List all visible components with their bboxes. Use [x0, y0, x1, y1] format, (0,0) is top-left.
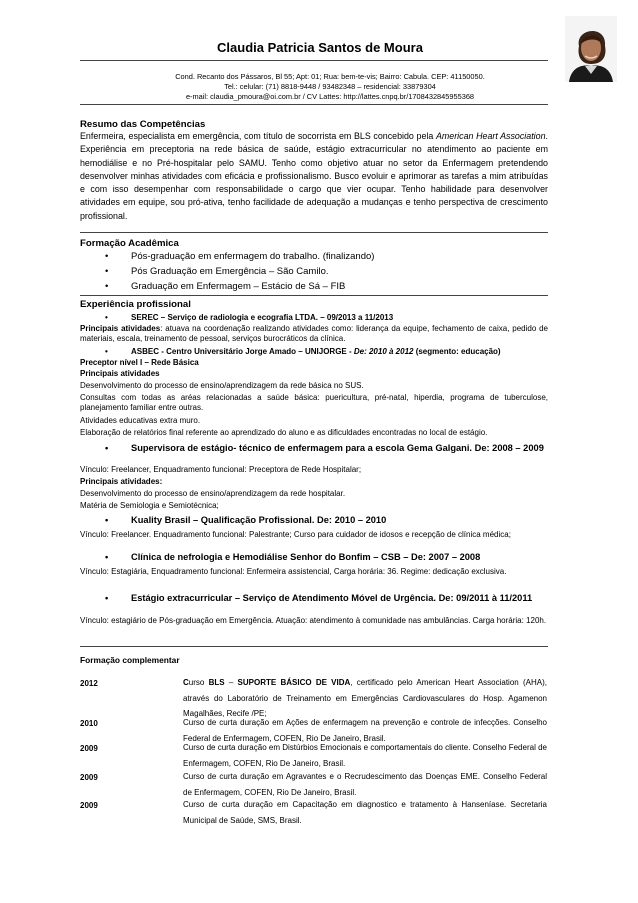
course-year: 2009 [80, 801, 98, 810]
bullet-icon: • [105, 347, 108, 356]
job-asbec-title [105, 347, 501, 356]
course-description: Curso de curta duração em Distúrbios Emocionais e comportamentais do cliente. Conselho Federal de Enfermagem, COFEN, Rio De Janeiro, Brasil. [183, 743, 547, 768]
activity-line: Atividades educativas extra muro. [80, 416, 201, 425]
formacao-item [105, 266, 329, 277]
section-title-complementar: Formação complementar [80, 655, 180, 665]
serec-label: Principais atividades [80, 324, 161, 333]
kuality-title-text: Kuality Brasil – Qualificação Profissional. De: 2010 – 2010 [131, 515, 387, 525]
formacao-item-text: Pós Graduação em Emergência – São Camilo. [131, 266, 329, 277]
bullet-icon: • [105, 266, 109, 277]
principais-atividades-label: Principais atividades [80, 369, 160, 378]
bullet-icon: • [105, 313, 108, 322]
bullet-icon: • [105, 552, 109, 562]
gema-title-text: Supervisora de estágio- técnico de enfermagem para a escola Gema Galgani. De: 2008 – 2009 [131, 443, 544, 453]
course-text-part: BLS [208, 678, 225, 687]
header-divider [80, 60, 548, 61]
formacao-item-text: Graduação em Enfermagem – Estácio de Sá – FIB [131, 281, 346, 292]
course-text-part: urso [188, 678, 209, 687]
preceptor-title: Preceptor nível I – Rede Básica [80, 358, 199, 367]
course-text-part: C [183, 678, 189, 687]
activity-line: Desenvolvimento do processo de ensino/aprendizagem da rede básica no SUS. [80, 381, 364, 390]
activity-line: Elaboração de relatórios final referente ao aprendizado do aluno e as dificuldades encontradas no local de estágio. [80, 428, 488, 437]
course-year: 2010 [80, 719, 98, 728]
job-serec-title [105, 313, 394, 322]
course-year: 2012 [80, 679, 98, 688]
section-divider [80, 295, 548, 296]
header-divider-bottom [80, 104, 548, 105]
email-line: e-mail: claudia_pmoura@oi.com.br / CV Lattes: http://lattes.cnpq.br/1708432845955368 [185, 92, 475, 101]
bullet-icon: • [105, 281, 109, 292]
job-serec-title-text: SEREC – Serviço de radiologia e ecografia LTDA. – 09/2013 a 11/2013 [131, 313, 394, 322]
job-gema-title [105, 442, 547, 454]
asbec-dates: De: 2010 à 2012 [353, 347, 414, 356]
bullet-icon: • [105, 443, 109, 453]
job-samu-title [105, 592, 547, 604]
formacao-item-text: Pós-graduação em enfermagem do trabalho. (finalizando) [131, 251, 375, 262]
resumo-text-1: Enfermeira, especialista em emergência, com título de socorrista em BLS concebido pela [80, 131, 436, 141]
gema-principais-label: Principais atividades: [80, 477, 163, 486]
clinica-description: Vínculo: Estagiária, Enquadramento funcional: Enfermeira assistencial, Carga horária: 36. Regime: dedicação exclusiva. [80, 567, 507, 576]
activity-line: Matéria de Semiologia e Semiotécnica; [80, 501, 219, 510]
samu-title-text: Estágio extracurricular – Serviço de Atendimento Móvel de Urgência. De: 09/2011 à 11/2011 [131, 593, 533, 603]
course-text-part: , certificado pelo American Heart Association (AHA), através do Laboratório de Treinamento em Emergências Cardiovasculares do Hosp. Agamenon Magalhães, Recife /PE; [183, 678, 547, 718]
samu-description: Vínculo: estagiário de Pós-graduação em Emergência. Atuação: atendimento à comunidade nas ambulâncias. Carga horária: 120h. [80, 616, 547, 625]
course-description: Curso de curta duração em Agravantes e o Recrudescimento das Doenças EME. Conselho Federal de Enfermagem, COFEN, Rio De Janeiro, Brasil. [183, 772, 547, 797]
kuality-description: Vínculo: Freelancer. Enquadramento funcional: Palestrante; Curso para cuidador de idosos e recepção de clínica médica; [80, 530, 511, 539]
course-year: 2009 [80, 744, 98, 753]
formacao-item [105, 281, 346, 292]
bullet-icon: • [105, 515, 109, 525]
bullet-icon: • [105, 593, 109, 603]
asbec-title-text: ASBEC - Centro Universitário Jorge Amado – UNIJORGE - [131, 347, 354, 356]
asbec-segment: (segmento: educação) [413, 347, 501, 356]
activity-line: Consultas com todas as aréas relacionadas a saúde básica: puericultura, pré-natal, hiperdia, programa de tuberculose, planejamento familiar entre outras. [80, 393, 548, 413]
resumo-text-2: . Experiência em preceptoria na rede básica de saúde, estágio extracurricular no atendimento ao paciente em hemodiálise e no Pré-hospitalar pelo SAMU. Tenho como objetivo atuar no setor da Enfermagem pretendendo desenvolver minhas atividades com eficácia e profissionalismo. Busco evoluir e aprimorar as tarefas a mim atribuídas e com isso desempenhar com responsabilidade o cargo que vier ocupar. Tenho habilidade para desenvolver atividades em equipe, sou pró-ativa, tenho facilidade de adequação a mudanças e tenho perspectiva de crescimento profissional. [80, 131, 548, 221]
clinica-title-text: Clínica de nefrologia e Hemodiálise Senhor do Bonfim – CSB – De: 2007 – 2008 [131, 552, 481, 562]
portrait-image [565, 16, 617, 82]
section-divider [80, 646, 548, 647]
activity-line: Desenvolvimento do processo de ensino/aprendizagem da rede hospitalar. [80, 489, 346, 498]
gema-vinculo: Vínculo: Freelancer, Enquadramento funcional: Preceptora de Rede Hospitalar; [80, 465, 362, 474]
resumo-paragraph [80, 130, 548, 223]
course-year: 2009 [80, 773, 98, 782]
course-text-part: – [224, 678, 238, 687]
address-line: Cond. Recanto dos Pássaros, Bl 55; Apt: 01; Rua: bem-te-vis; Bairro: Cabula. CEP: 41150050. [175, 72, 485, 81]
formacao-item [105, 251, 375, 262]
candidate-name: Claudia Patricia Santos de Moura [217, 40, 423, 55]
course-text-part: SUPORTE BÁSICO DE VIDA [237, 678, 351, 687]
serec-text: : atuava na coordenação realizando atividades como: liderança da equipe, fechamento de caixa, pedido de materiais, escala, treinamento de pessoal, serviços burocráticos da clínica. [80, 324, 549, 344]
course-description: Curso de curta duração em Ações de enfermagem na prevenção e controle de infecções. Conselho Federal de Enfermagem, COFEN, Rio De Janeiro, Brasil. [183, 718, 547, 743]
job-kuality-title [105, 514, 547, 526]
profile-photo [565, 16, 617, 82]
resumo-text-italic: American Heart Association [435, 131, 546, 141]
section-title-experiencia: Experiência profissional [80, 299, 191, 310]
section-title-formacao: Formação Acadêmica [80, 238, 179, 249]
phone-line: Tel.: celular: (71) 8818-9448 / 93482348 – residencial: 33879304 [224, 82, 436, 91]
course-description: Curso de curta duração em Capacitação em diagnostico e tratamento à Hanseníase. Secretaria Municipal de Saúde, SMS, Brasil. [183, 800, 547, 825]
section-title-resumo: Resumo das Competências [80, 119, 206, 130]
job-clinica-title [105, 551, 547, 563]
job-serec-description [80, 324, 548, 345]
bullet-icon: • [105, 251, 109, 262]
section-divider [80, 232, 548, 233]
